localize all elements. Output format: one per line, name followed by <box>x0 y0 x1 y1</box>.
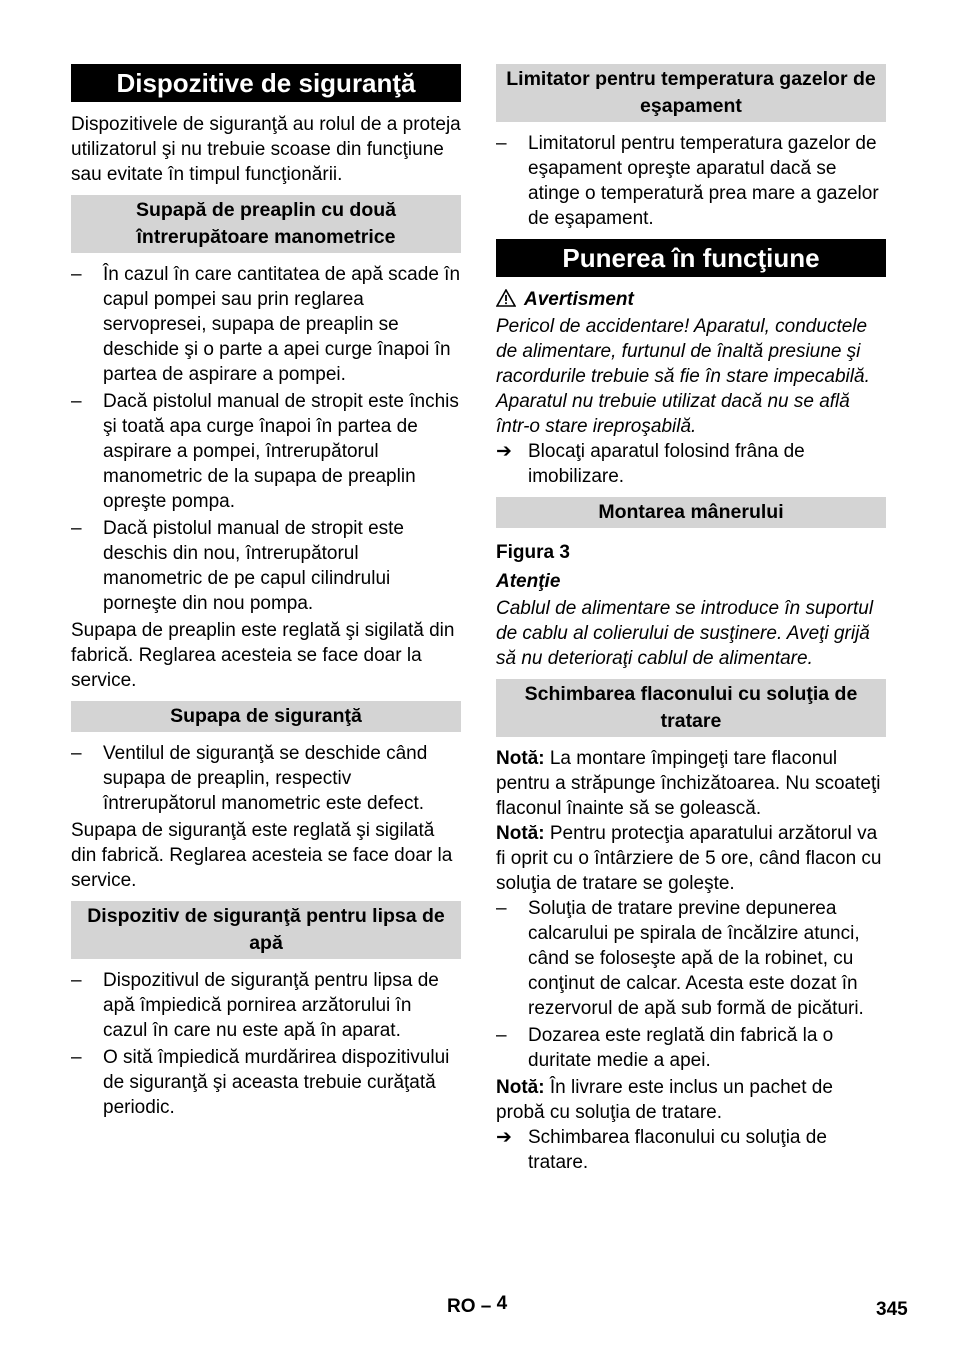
action-item: ➔ Schimbarea flaconului cu soluţia de tratare. <box>496 1127 827 1173</box>
heading-overflow-valve: Supapă de preaplin cu două întrerupătoare manometrice <box>71 195 461 253</box>
warning-triangle-icon <box>496 289 516 307</box>
dash-bullet: – <box>496 133 507 154</box>
list-item: – Soluţia de tratare previne depunerea calcarului pe spirala de încălzire atunci, când se foloseşte apă de la robinet, cu conţinut de calcar. Acesta este dozat în rezervorul de apă sub formă de picături. <box>496 898 864 1019</box>
heading-safety-valve: Supapa de siguranţă <box>71 701 461 732</box>
right-column <box>496 64 886 1177</box>
dash-bullet: – <box>71 1047 82 1068</box>
list-item: – O sită împiedică murdărirea dispozitivului de siguranţă şi aceasta trebuie curăţată periodic. <box>71 1047 450 1118</box>
section-title-commissioning: Punerea în funcţiune <box>496 239 886 277</box>
heading-handle-mounting: Montarea mânerului <box>496 497 886 528</box>
action-item: ➔ Blocaţi aparatul folosind frâna de imobilizare. <box>496 441 805 487</box>
arrow-right-icon: ➔ <box>496 441 512 462</box>
figure-reference: Figura 3 <box>496 542 570 563</box>
safety-valve-note: Supapa de siguranţă este reglată şi sigilată din fabrică. Reglarea acesteia se face doar la service. <box>71 820 453 891</box>
left-column <box>71 64 461 1122</box>
footer-section-ref: RO – 4 <box>447 1293 508 1317</box>
warning-text: Pericol de accidentare! Aparatul, conductele de alimentare, furtunul de înaltă presiune şi racordurile trebuie să fie în stare impecabilă. Aparatul nu trebuie utilizat dacă nu se află într-o stare ireproşabilă. <box>496 316 870 437</box>
list-item: – Ventilul de siguranţă se deschide când supapa de preaplin, respectiv întrerupătorul manometric este defect. <box>71 743 428 814</box>
caution-text: Cablul de alimentare se introduce în suportul de cablu al colierului de susţinere. Aveţi grijă să nu deterioraţi cablul de alimentare. <box>496 598 874 669</box>
note-label: Notă: <box>496 823 545 844</box>
list-item: – În cazul în care cantitatea de apă scade în capul pompei sau prin reglarea servopresei, supapa de preaplin se deschide şi o parte a apei curge înapoi în partea de aspirare a pompei. <box>71 264 461 385</box>
dash-bullet: – <box>71 518 82 539</box>
overflow-valve-note: Supapa de preaplin este reglată şi sigilată din fabrică. Reglarea acesteia se face doar la service. <box>71 620 455 691</box>
caution-label: Atenţie <box>496 571 561 592</box>
note-paragraph: Notă: În livrare este inclus un pachet de probă cu soluţia de tratare. <box>496 1077 833 1123</box>
dash-bullet: – <box>71 970 82 991</box>
dash-bullet: – <box>496 1025 507 1046</box>
note-label: Notă: <box>496 748 545 769</box>
page-number: 345 <box>876 1299 908 1320</box>
list-item: – Limitatorul pentru temperatura gazelor de eşapament opreşte aparatul dacă se atinge o temperatură prea mare a gazelor de eşapament. <box>496 133 879 229</box>
dash-bullet: – <box>71 743 82 764</box>
section-title-safety-devices: Dispozitive de siguranţă <box>71 64 461 102</box>
intro-paragraph: Dispozitivele de siguranţă au rolul de a proteja utilizatorul şi nu trebuie scoase din funcţiune sau evitate în timpul funcţionării. <box>71 114 461 185</box>
heading-water-shortage-device: Dispozitiv de siguranţă pentru lipsa de apă <box>71 901 461 959</box>
warning-heading <box>496 287 886 312</box>
heading-treatment-bottle: Schimbarea flaconului cu soluţia de tratare <box>496 679 886 737</box>
list-item: – Dozarea este reglată din fabrică la o duritate medie a apei. <box>496 1025 834 1071</box>
heading-exhaust-temp-limiter: Limitator pentru temperatura gazelor de eşapament <box>496 64 886 122</box>
arrow-right-icon: ➔ <box>496 1127 512 1148</box>
list-item: – Dispozitivul de siguranţă pentru lipsa de apă împiedică pornirea arzătorului în cazul în care nu este apă în aparat. <box>71 970 439 1041</box>
dash-bullet: – <box>496 898 507 919</box>
dash-bullet: – <box>71 391 82 412</box>
note-paragraph: Notă: Pentru protecţia aparatului arzătorul va fi oprit cu o întârziere de 5 ore, când flacon cu soluţia de tratare se goleşte. <box>496 823 882 894</box>
list-item: – Dacă pistolul manual de stropit este deschis din nou, întrerupătorul manometric de pe capul cilindrului porneşte din nou pompa. <box>71 518 404 614</box>
note-label: Notă: <box>496 1077 545 1098</box>
list-item: – Dacă pistolul manual de stropit este închis şi toată apa curge înapoi în partea de aspirare a pompei, întrerupătorul manometric de la supapa de preaplin opreşte pompa. <box>71 391 459 512</box>
note-paragraph: Notă: La montare împingeţi tare flaconul pentru a străpunge închizătoarea. Nu scoateţi flaconul înainte să se golească. <box>496 748 881 819</box>
dash-bullet: – <box>71 264 82 285</box>
warning-label: Avertisment <box>524 289 634 310</box>
